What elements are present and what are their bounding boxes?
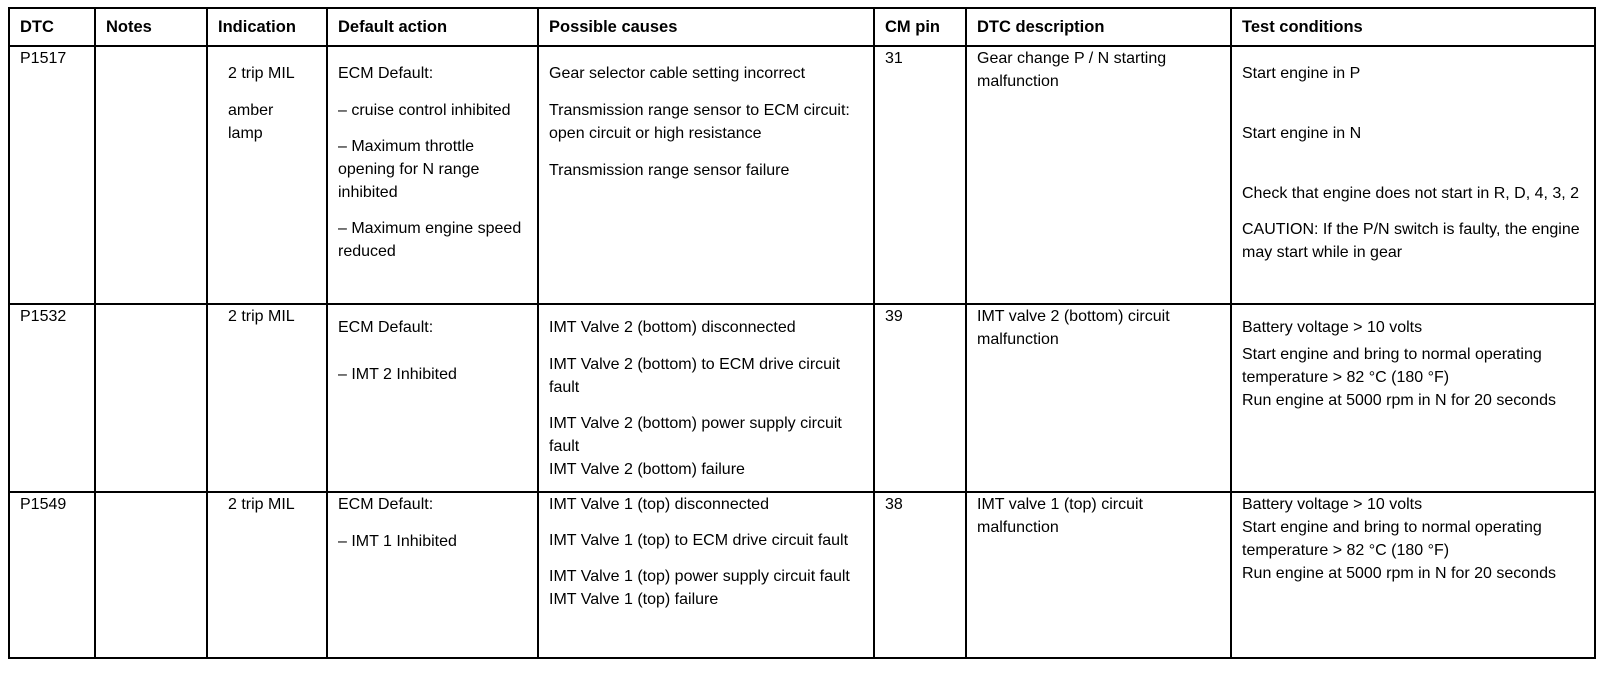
possible-cause-line: Transmission range sensor failure	[549, 162, 790, 179]
possible-cause-line: IMT Valve 2 (bottom) failure	[549, 461, 745, 478]
dtc-code-cell: P1532	[9, 304, 95, 492]
possible-cause-line: IMT Valve 1 (top) failure	[549, 591, 719, 608]
dtc-description-cell: IMT valve 1 (top) circuit malfunction	[966, 492, 1231, 658]
possible-cause-line: IMT Valve 1 (top) power supply circuit fault	[549, 568, 850, 585]
default-action-line: – Maximum engine speed reduced	[338, 220, 522, 260]
default-action-line: ECM Default:	[338, 65, 434, 82]
default-action-cell	[327, 304, 538, 492]
test-conditions-cell	[1231, 46, 1595, 304]
possible-cause-line: IMT Valve 2 (bottom) disconnected	[549, 319, 796, 336]
dtc-table	[8, 7, 1596, 659]
header-indication: Indication	[207, 8, 327, 46]
indication-cell	[207, 492, 327, 658]
test-conditions-cell	[1231, 492, 1595, 658]
dtc-description-cell: IMT valve 2 (bottom) circuit malfunction	[966, 304, 1231, 492]
default-action-line: ECM Default:	[338, 496, 434, 513]
dtc-code-cell: P1517	[9, 46, 95, 304]
test-condition-line: Run engine at 5000 rpm in N for 20 seconds	[1242, 392, 1556, 409]
cm-pin-cell: 39	[874, 304, 966, 492]
test-condition-line: Battery voltage > 10 volts	[1242, 496, 1423, 513]
test-condition-line: Start engine in N	[1242, 125, 1362, 142]
default-action-line: – IMT 2 Inhibited	[338, 366, 457, 383]
table-row	[9, 46, 1595, 304]
possible-cause-line: IMT Valve 1 (top) disconnected	[549, 496, 769, 513]
test-condition-line: Start engine and bring to normal operating temperature > 82 °C (180 °F)	[1242, 346, 1542, 386]
table-header	[9, 8, 1595, 46]
test-condition-line: Run engine at 5000 rpm in N for 20 seconds	[1242, 565, 1556, 582]
header-dtc-description: DTC description	[966, 8, 1231, 46]
possible-cause-line: Gear selector cable setting incorrect	[549, 65, 806, 82]
dtc-description-cell: Gear change P / N starting malfunction	[966, 46, 1231, 304]
header-dtc: DTC	[9, 8, 95, 46]
indication-line: 2 trip MIL	[228, 65, 295, 82]
indication-line: 2 trip MIL	[228, 496, 295, 513]
table-row	[9, 492, 1595, 658]
table-row	[9, 304, 1595, 492]
test-condition-line: Battery voltage > 10 volts	[1242, 319, 1423, 336]
header-cm-pin: CM pin	[874, 8, 966, 46]
header-notes: Notes	[95, 8, 207, 46]
possible-cause-line: IMT Valve 2 (bottom) power supply circuit fault	[549, 415, 842, 455]
default-action-line: – IMT 1 Inhibited	[338, 533, 457, 550]
notes-cell	[95, 46, 207, 304]
header-default-action: Default action	[327, 8, 538, 46]
test-condition-line: Start engine in P	[1242, 65, 1361, 82]
test-condition-line: Start engine and bring to normal operating temperature > 82 °C (180 °F)	[1242, 519, 1542, 559]
cm-pin-cell: 38	[874, 492, 966, 658]
test-conditions-cell	[1231, 304, 1595, 492]
indication-cell	[207, 304, 327, 492]
possible-causes-cell	[538, 46, 874, 304]
test-condition-line: Check that engine does not start in R, D, 4, 3, 2	[1242, 185, 1580, 202]
possible-cause-line: Transmission range sensor to ECM circuit: open circuit or high resistance	[549, 102, 850, 142]
possible-causes-cell	[538, 304, 874, 492]
indication-cell	[207, 46, 327, 304]
dtc-code-cell: P1549	[9, 492, 95, 658]
cm-pin-cell: 31	[874, 46, 966, 304]
header-test-conditions: Test conditions	[1231, 8, 1595, 46]
default-action-cell	[327, 46, 538, 304]
notes-cell	[95, 304, 207, 492]
possible-cause-line: IMT Valve 2 (bottom) to ECM drive circuit fault	[549, 356, 841, 396]
possible-cause-line: IMT Valve 1 (top) to ECM drive circuit fault	[549, 532, 849, 549]
indication-line: amber lamp	[228, 102, 274, 142]
default-action-line: ECM Default:	[338, 319, 434, 336]
test-condition-line: CAUTION: If the P/N switch is faulty, the engine may start while in gear	[1242, 221, 1580, 261]
default-action-line: – Maximum throttle opening for N range inhibited	[338, 138, 480, 201]
default-action-cell	[327, 492, 538, 658]
default-action-line: – cruise control inhibited	[338, 102, 511, 119]
notes-cell	[95, 492, 207, 658]
indication-line: 2 trip MIL	[228, 308, 295, 325]
possible-causes-cell	[538, 492, 874, 658]
header-row	[9, 8, 1595, 46]
header-possible-causes: Possible causes	[538, 8, 874, 46]
